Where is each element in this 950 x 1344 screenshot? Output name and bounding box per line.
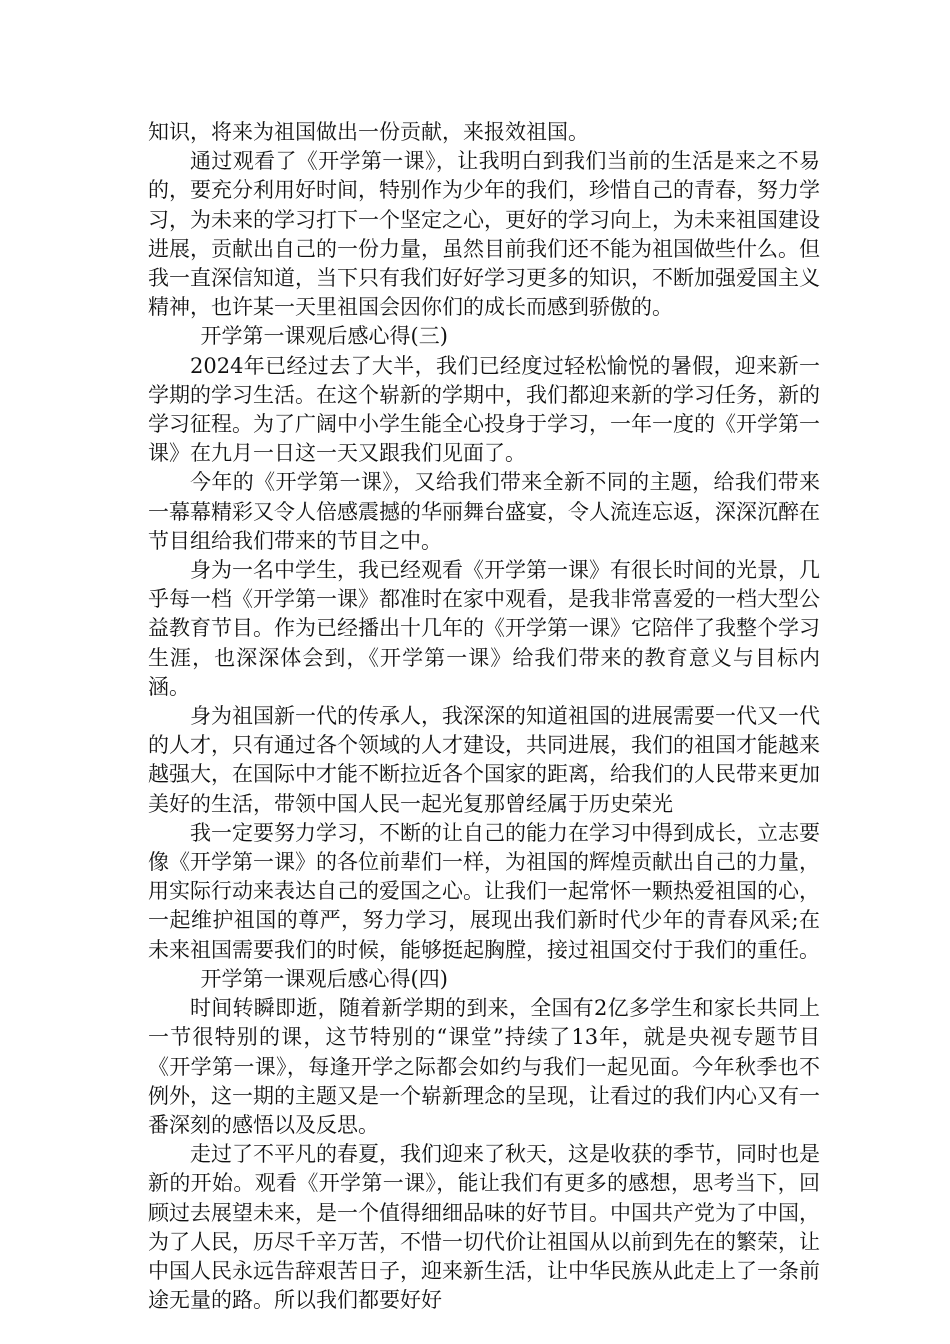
paragraph: 我一定要努力学习，不断的让自己的能力在学习中得到成长，立志要像《开学第一课》的各位前辈们一样，为祖国的辉煌贡献出自己的力量，用实际行动来表达自己的爱国之心。让我们一起常怀一颗热爱祖国的心，一起维护祖国的尊严，努力学习，展现出我们新时代少年的青春风采;在未来祖国需要我们的时候，能够挺起胸膛，接过祖国交付于我们的重任。 [148, 820, 820, 962]
section-heading: 开学第一课观后感心得(四) [200, 966, 448, 991]
paragraph: 身为祖国新一代的传承人，我深深的知道祖国的进展需要一代又一代的人才，只有通过各个领域的人才建设，共同进展，我们的祖国才能越来越强大，在国际中才能不断拉近各个国家的距离，给我们的人民带来更加美好的生活，带领中国人民一起光复那曾经属于历史荣光 [148, 704, 820, 816]
paragraph: 通过观看了《开学第一课》，让我明白到我们当前的生活是来之不易的，要充分利用好时间，特别作为少年的我们，珍惜自己的青春，努力学习，为未来的学习打下一个坚定之心，更好的学习向上，为未来祖国建设进展，贡献出自己的一份力量，虽然目前我们还不能为祖国做些什么。但我一直深信知道，当下只有我们好好学习更多的知识，不断加强爱国主义精神，也许某一天里祖国会因你们的成长而感到骄傲的。 [148, 149, 820, 320]
paragraph: 时间转瞬即逝，随着新学期的到来，全国有2亿多学生和家长共同上一节很特别的课，这节特别的“课堂”持续了13年，就是央视专题节目《开学第一课》，每逢开学之际都会如约与我们一起见面。今年秋季也不例外，这一期的主题又是一个崭新理念的呈现，让看过的我们内心又有一番深刻的感悟以及反思。 [148, 996, 820, 1137]
paragraph: 身为一名中学生，我已经观看《开学第一课》有很长时间的光景，几乎每一档《开学第一课》都准时在家中观看，是我非常喜爱的一档大型公益教育节目。作为已经播出十几年的《开学第一课》它陪伴了我整个学习生涯，也深深体会到，《开学第一课》给我们带来的教育意义与目标内涵。 [148, 558, 820, 699]
paragraph: 走过了不平凡的春夏，我们迎来了秋天，这是收获的季节，同时也是新的开始。观看《开学第一课》，能让我们有更多的感想，思考当下，回顾过去展望未来，是一个值得细细品味的好节目。中国共产党为了中国，为了人民，历尽千辛万苦，不惜一切代价让祖国从以前到先在的繁荣，让中国人民永远告辞艰苦日子，迎来新生活，让中华民族从此走上了一条前途无量的路。所以我们都要好好 [148, 1142, 820, 1313]
section-heading: 开学第一课观后感心得(三) [200, 324, 448, 349]
paragraph-continuation: 知识，将来为祖国做出一份贡献，来报效祖国。 [148, 120, 589, 144]
paragraph: 今年的《开学第一课》，又给我们带来全新不同的主题，给我们带来一幕幕精彩又令人倍感震撼的华丽舞台盛宴，令人流连忘返，深深沉醉在节目组给我们带来的节目之中。 [148, 470, 820, 553]
document-body [148, 118, 820, 1315]
paragraph: 2024年已经过去了大半，我们已经度过轻松愉悦的暑假，迎来新一学期的学习生活。在这个崭新的学期中，我们都迎来新的学习任务，新的学习征程。为了广阔中小学生能全心投身于学习，一年一度的《开学第一课》在九月一日这一天又跟我们见面了。 [148, 353, 820, 466]
